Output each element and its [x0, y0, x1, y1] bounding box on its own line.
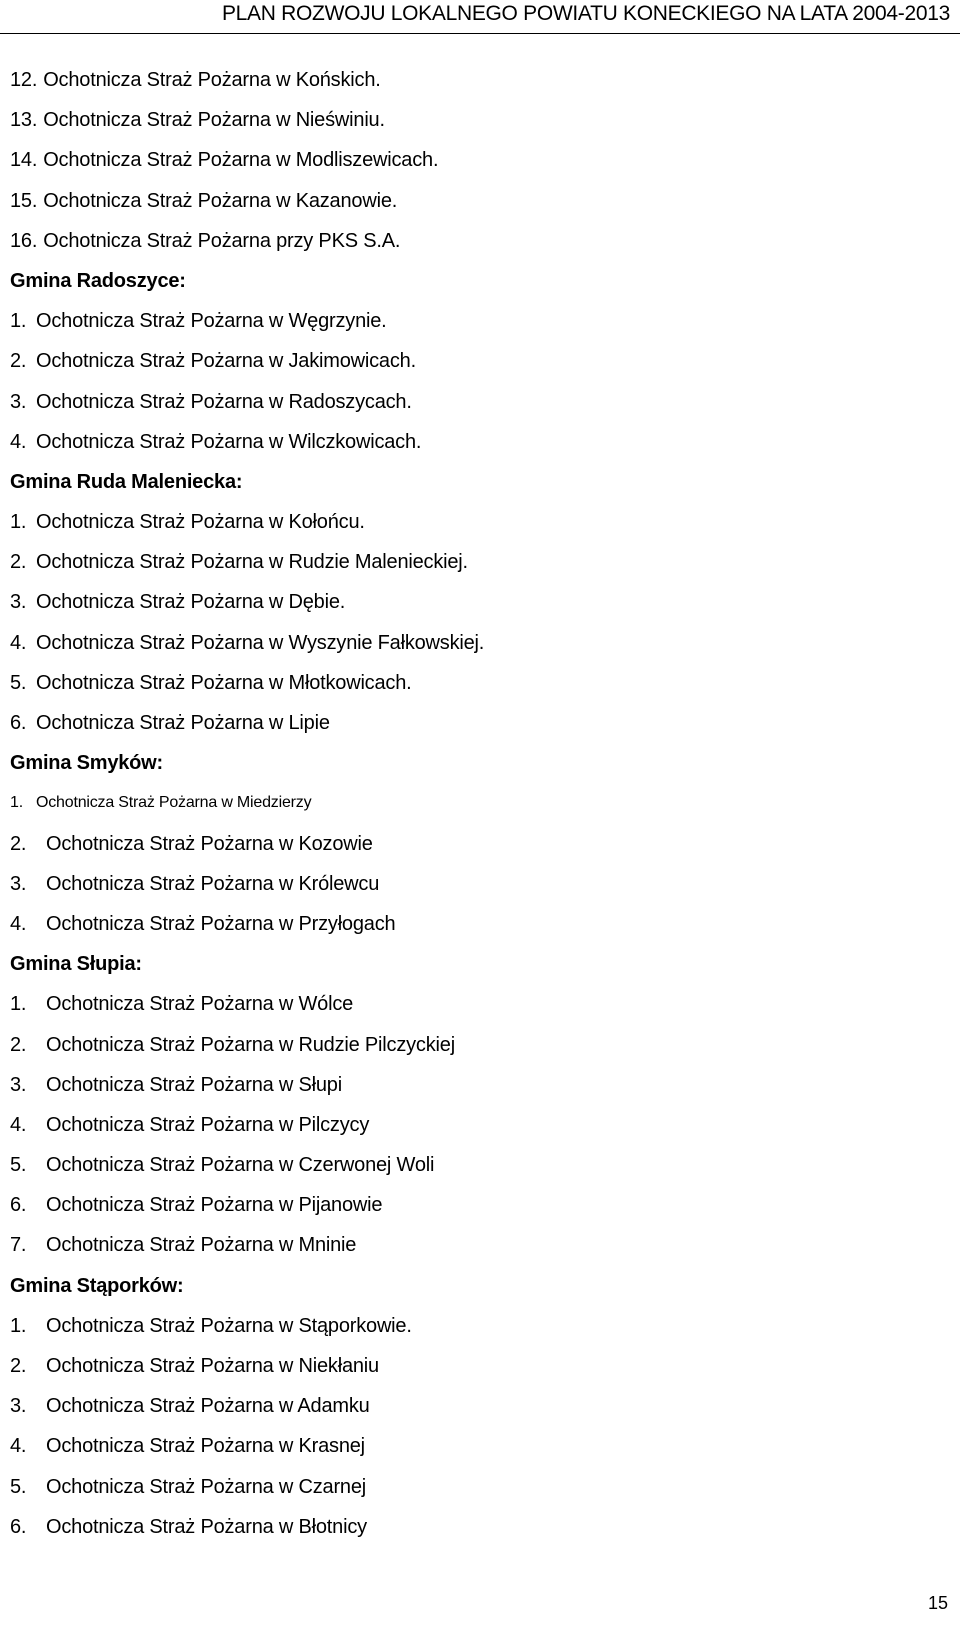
header-rule	[0, 33, 960, 34]
list-item-text: Ochotnicza Straż Pożarna w Wilczkowicach.	[36, 430, 422, 453]
list-item	[10, 1306, 940, 1346]
list-item-text: Ochotnicza Straż Pożarna w Kołońcu.	[36, 511, 365, 534]
list-item-text: Ochotnicza Straż Pożarna w Rudzie Malenieckiej.	[36, 551, 468, 574]
list-item	[10, 1065, 940, 1105]
section-heading	[10, 1266, 940, 1306]
list-item-text: Ochotnicza Straż Pożarna w Radoszycach.	[36, 390, 412, 413]
list-item-text: Ochotnicza Straż Pożarna w Wólce	[46, 993, 354, 1016]
list-item	[10, 1145, 940, 1185]
list-item-text: Ochotnicza Straż Pożarna przy PKS S.A.	[43, 229, 401, 252]
list-item-text: Ochotnicza Straż Pożarna w Młotkowicach.	[36, 671, 412, 694]
list-item	[10, 1426, 940, 1466]
list-item-text: Ochotnicza Straż Pożarna w Błotnicy	[46, 1515, 367, 1538]
list-item-number: 15.	[10, 189, 38, 212]
list-item-text: Ochotnicza Straż Pożarna w Lipie	[36, 712, 330, 734]
section-heading	[10, 743, 940, 783]
list-item	[10, 100, 940, 140]
list-item-number: 2.	[10, 832, 27, 855]
list-item-text: Ochotnicza Straż Pożarna w Wyszynie Fałkowskiej.	[36, 631, 485, 654]
list-item-text: Ochotnicza Straż Pożarna w Czerwonej Woli	[46, 1154, 435, 1177]
list-item	[10, 502, 940, 542]
list-item	[10, 422, 940, 462]
list-item-text: Ochotnicza Straż Pożarna w Czarnej	[46, 1475, 367, 1498]
list-item	[10, 623, 940, 663]
list-item-number: 3.	[10, 390, 27, 413]
page-header-title: PLAN ROZWOJU LOKALNEGO POWIATU KONECKIEGO NA LATA 2004-2013	[221, 2, 950, 25]
list-item-text: Ochotnicza Straż Pożarna w Węgrzynie.	[36, 310, 387, 333]
list-item-number: 1.	[10, 511, 27, 534]
list-item	[10, 703, 940, 743]
section-heading-text: Gmina Słupia:	[10, 953, 142, 976]
list-item-text: Ochotnicza Straż Pożarna w Słupi	[46, 1073, 342, 1096]
list-item	[10, 140, 940, 180]
list-item-number: 3.	[10, 1395, 27, 1418]
section-heading	[10, 462, 940, 502]
section-heading	[10, 944, 940, 984]
list-item-number: 5.	[10, 1154, 27, 1177]
list-item	[10, 1386, 940, 1426]
list-item	[10, 301, 940, 341]
section-heading-text: Gmina Radoszyce:	[10, 269, 186, 292]
list-item-text: Ochotnicza Straż Pożarna w Mninie	[46, 1234, 357, 1257]
list-item	[10, 341, 940, 381]
list-item	[10, 382, 940, 422]
list-item-text: Ochotnicza Straż Pożarna w Kazanowie.	[43, 189, 398, 212]
list-item-number: 1.	[10, 993, 27, 1016]
list-item	[10, 1467, 940, 1507]
list-item-number: 6.	[10, 1194, 27, 1217]
list-item-text: Ochotnicza Straż Pożarna w Stąporkowie.	[46, 1314, 412, 1337]
list-item-number: 13.	[10, 109, 38, 132]
list-item	[10, 1225, 940, 1265]
list-item	[10, 60, 940, 100]
list-item-text: Ochotnicza Straż Pożarna w Końskich.	[43, 69, 381, 91]
list-item-number: 12.	[10, 69, 38, 91]
list-item-number: 7.	[10, 1234, 27, 1257]
list-item-text: Ochotnicza Straż Pożarna w Pilczycy	[46, 1113, 370, 1136]
list-item-number: 5.	[10, 1475, 27, 1498]
list-item-number: 4.	[10, 631, 27, 654]
list-item-number: 3.	[10, 591, 27, 614]
list-item	[10, 582, 940, 622]
list-item-text: Ochotnicza Straż Pożarna w Kozowie	[46, 832, 373, 855]
list-item-text: Ochotnicza Straż Pożarna w Nieświniu.	[43, 109, 385, 132]
list-item-number: 4.	[10, 430, 27, 453]
list-item-number: 2.	[10, 1033, 27, 1056]
list-item-number: 14.	[10, 149, 38, 172]
list-item-text: Ochotnicza Straż Pożarna w Dębie.	[36, 591, 346, 614]
list-item-number: 4.	[10, 912, 27, 935]
document-body	[10, 60, 940, 1547]
list-item-text: Ochotnicza Straż Pożarna w Jakimowicach.	[36, 350, 416, 373]
list-item-number: 2.	[10, 1355, 27, 1377]
list-item-number: 2.	[10, 350, 27, 373]
section-heading-text: Gmina Smyków:	[10, 752, 163, 775]
list-item	[10, 663, 940, 703]
list-item-number: 3.	[10, 1073, 27, 1096]
list-item-text: Ochotnicza Straż Pożarna w Miedzierzy	[36, 794, 312, 812]
list-item	[10, 904, 940, 944]
list-item-text: Ochotnicza Straż Pożarna w Przyłogach	[46, 912, 396, 935]
list-item	[10, 1025, 940, 1065]
list-item-text: Ochotnicza Straż Pożarna w Niekłaniu	[46, 1355, 379, 1377]
list-item-number: 2.	[10, 551, 27, 574]
list-item	[10, 1105, 940, 1145]
list-item-number: 1.	[10, 794, 23, 812]
list-item-number: 4.	[10, 1113, 27, 1136]
list-item	[10, 221, 940, 261]
list-item-number: 5.	[10, 671, 27, 694]
list-item	[10, 542, 940, 582]
list-item-number: 6.	[10, 712, 27, 734]
list-item	[10, 824, 940, 864]
list-item-number: 6.	[10, 1515, 27, 1538]
page-number: 15	[927, 1593, 948, 1613]
section-heading-text: Gmina Stąporków:	[10, 1274, 184, 1297]
section-heading-text: Gmina Ruda Maleniecka:	[10, 470, 243, 493]
list-item-number: 16.	[10, 229, 38, 252]
list-item-text: Ochotnicza Straż Pożarna w Krasnej	[46, 1435, 365, 1458]
list-item-text: Ochotnicza Straż Pożarna w Adamku	[46, 1395, 370, 1418]
list-item	[10, 783, 940, 823]
list-item-number: 3.	[10, 872, 27, 895]
list-item	[10, 984, 940, 1024]
list-item-number: 1.	[10, 310, 27, 333]
list-item-text: Ochotnicza Straż Pożarna w Pijanowie	[46, 1194, 383, 1217]
list-item-text: Ochotnicza Straż Pożarna w Modliszewicach.	[43, 149, 439, 172]
list-item-text: Ochotnicza Straż Pożarna w Królewcu	[46, 872, 380, 895]
list-item-text: Ochotnicza Straż Pożarna w Rudzie Pilczyckiej	[46, 1033, 455, 1056]
list-item-number: 1.	[10, 1314, 27, 1337]
section-heading	[10, 261, 940, 301]
list-item	[10, 1185, 940, 1225]
list-item	[10, 1346, 940, 1386]
list-item	[10, 864, 940, 904]
list-item	[10, 1507, 940, 1547]
list-item	[10, 181, 940, 221]
list-item-number: 4.	[10, 1435, 27, 1458]
